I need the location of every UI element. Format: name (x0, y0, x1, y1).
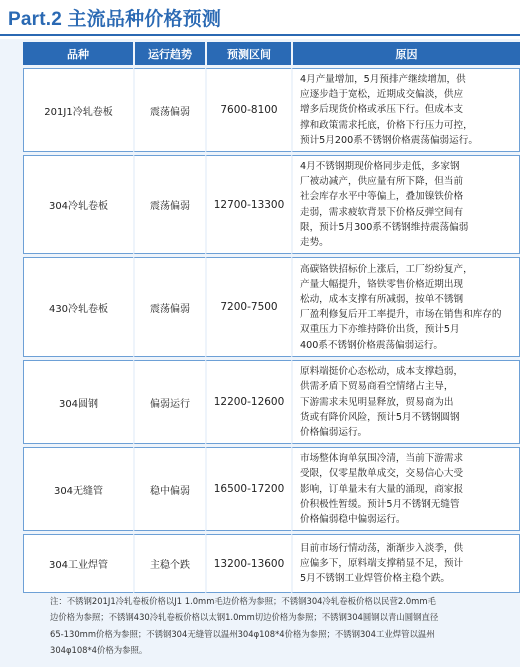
reason-line: 4月产量增加，5月预排产继续增加，供 (300, 74, 466, 85)
range-cell: 12700-13300 (205, 155, 291, 254)
reason-line: 400系不锈钢价格震荡偏弱运行。 (300, 339, 444, 351)
table-row (23, 68, 520, 152)
reason-line: 厂盈利修复后开工率提升，市场在销售和库存的 (300, 309, 502, 321)
reason-cell (291, 447, 520, 531)
reason-line: 价积极性暂缓。预计5月不锈钢无缝管 (300, 498, 460, 510)
reason-line: 厂被动减产，供应量有所下降，但当前 (300, 176, 464, 188)
range-cell: 12200-12600 (205, 360, 291, 444)
product-cell: 430冷轧卷板 (23, 257, 133, 357)
reason-line: 目前市场行情动荡，渐渐步入淡季，供 (300, 542, 464, 554)
page-title: Part.2 主流品种价格预测 (8, 9, 222, 30)
reason-line: 应偏多下，原料端支撑稍显不足，预计 (300, 558, 464, 570)
header-product: 品种 (23, 42, 133, 65)
footnote-line: 注：不锈钢201J1冷轧卷板价格以J1 1.0mm毛边价格为参照；不锈钢304冷轧卷板价格以民营2.0mm毛 (50, 596, 436, 606)
trend-cell: 偏弱运行 (133, 360, 205, 444)
trend-cell: 震荡偏弱 (133, 155, 205, 254)
reason-line: 预计5月200系不锈钢价格震荡偏弱运行。 (300, 134, 478, 146)
reason-line: 增多后现货价格或承压下行。但成本支 (300, 104, 464, 116)
header-trend: 运行趋势 (133, 42, 205, 65)
trend-cell: 主稳个跌 (133, 534, 205, 593)
header-reason: 原因 (291, 42, 520, 65)
reason-line: 高碳铬铁招标价上涨后，工厂纷纷复产， (300, 263, 473, 275)
reason-cell (291, 360, 520, 444)
reason-line: 货或有降价风险，预计5月不锈钢圆钢 (300, 411, 460, 423)
footnote (50, 593, 505, 659)
trend-cell: 震荡偏弱 (133, 257, 205, 357)
table-row (23, 360, 520, 444)
reason-line: 供需矛盾下贸易商看空情绪占主导， (300, 381, 454, 393)
title-divider (0, 34, 520, 36)
trend-cell: 震荡偏弱 (133, 68, 205, 152)
reason-line: 价格偏弱运行。 (300, 427, 368, 439)
reason-line: 4月不锈钢期现价格同步走低，多家钢 (300, 161, 460, 173)
product-cell: 304工业焊管 (23, 534, 133, 593)
table-row (23, 257, 520, 357)
reason-line: 价格偏弱稳中偏弱运行。 (300, 514, 406, 526)
reason-line: 影响，订单量未有大量的涌现，商家报 (300, 483, 464, 495)
product-cell: 304圆钢 (23, 360, 133, 444)
table-row (23, 534, 520, 593)
footnote-line: 65-130mm价格为参照；不锈钢304无缝管以温州304φ108*4价格为参照；不锈钢304工业焊管以温州 (50, 628, 435, 639)
reason-cell (291, 257, 520, 357)
price-forecast-table (23, 39, 520, 596)
product-cell: 201J1冷轧卷板 (23, 68, 133, 152)
reason-cell (291, 534, 520, 593)
reason-line: 走弱，需求疲软背景下价格反弹空间有 (300, 206, 464, 218)
reason-line: 限，预计5月300系不锈钢维持震荡偏弱 (300, 221, 469, 233)
range-cell: 16500-17200 (205, 447, 291, 531)
product-cell: 304无缝管 (23, 447, 133, 531)
reason-line: 下游需求未见明显释放，贸易商为出 (300, 396, 454, 408)
reason-line: 产量大幅提升，铬铁零售价格近期出现 (300, 278, 464, 290)
reason-line: 社会库存水平中等偏上，叠加镍铁价格 (300, 191, 464, 203)
reason-line: 受限，仅零星散单成交，交易信心大受 (300, 468, 464, 480)
reason-line: 原料端挺价心态松动，成本支撑趋弱， (300, 366, 464, 378)
reason-line: 走势。 (300, 237, 329, 249)
reason-line: 市场整体询单氛围冷清，当前下游需求 (300, 453, 464, 465)
footnote-line: 304φ108*4价格为参照。 (50, 645, 148, 656)
footnote-line: 边价格为参照；不锈钢430冷轧卷板价格以太钢1.0mm切边价格为参照；不锈钢304圆钢以青山圆钢直径 (50, 612, 439, 623)
reason-line: 应逐步趋于宽松，近期成交偏淡，供应 (300, 89, 464, 101)
reason-line: 松动，成本支撑有所减弱，按单不锈钢 (300, 294, 464, 306)
table-header-row (23, 42, 520, 65)
table-row (23, 447, 520, 531)
product-cell: 304冷轧卷板 (23, 155, 133, 254)
reason-line: 5月不锈钢工业焊管价格主稳个跌。 (300, 573, 451, 585)
reason-line: 双重压力下亦维持降价出货，预计5月 (300, 324, 460, 336)
reason-cell (291, 68, 520, 152)
table-row (23, 155, 520, 254)
reason-cell (291, 155, 520, 254)
range-cell: 7200-7500 (205, 257, 291, 357)
range-cell: 7600-8100 (205, 68, 291, 152)
forecast-panel (0, 39, 520, 667)
reason-line: 撑和政策需求托底，价格下行压力可控， (300, 119, 473, 131)
trend-cell: 稳中偏弱 (133, 447, 205, 531)
range-cell: 13200-13600 (205, 534, 291, 593)
header-range: 预测区间 (205, 42, 291, 65)
